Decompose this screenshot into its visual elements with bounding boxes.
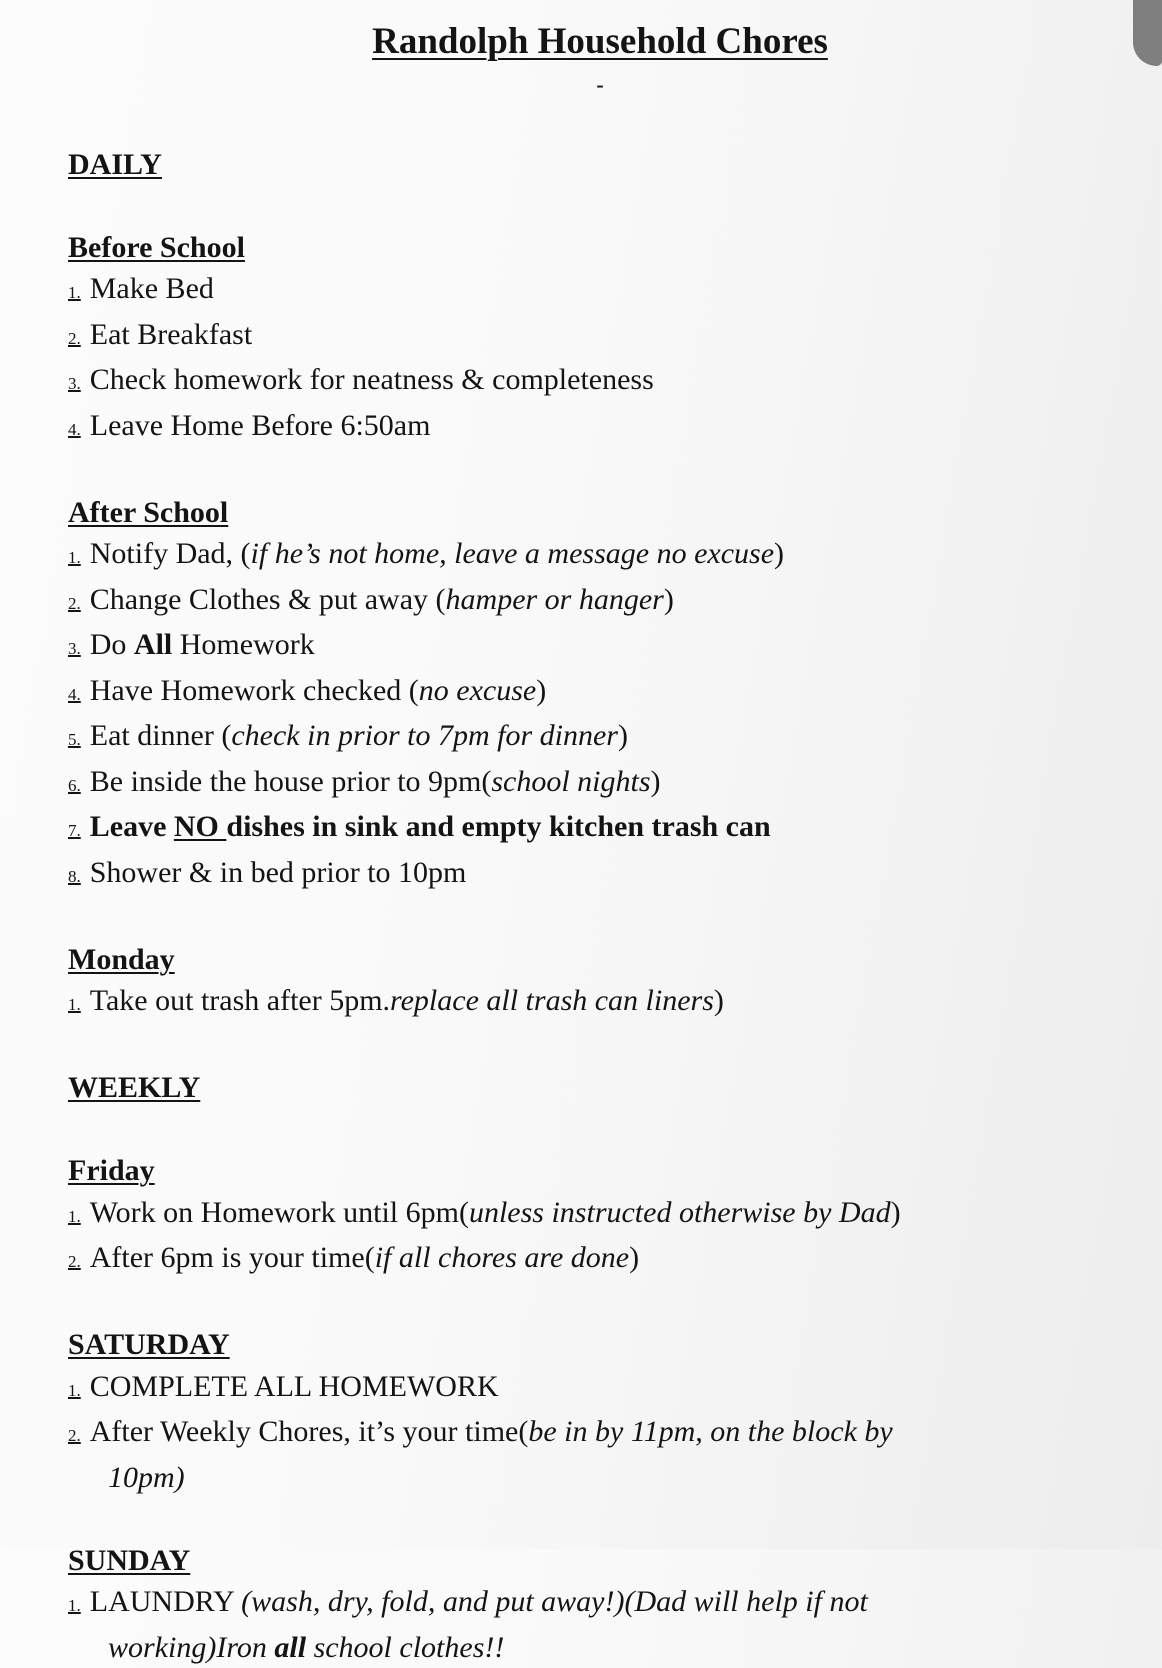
- section-heading-label: SUNDAY: [68, 1544, 190, 1577]
- chore-text-segment: Leave: [90, 810, 174, 843]
- chore-list-saturday: [68, 1366, 1132, 1499]
- section-heading-before-school: [68, 227, 1132, 269]
- chore-number: 2.: [68, 1252, 90, 1271]
- chore-text-segment: Make Bed: [90, 272, 214, 305]
- chore-text-segment: all: [274, 1631, 306, 1664]
- chore-text-segment: Have Homework checked (: [90, 674, 419, 707]
- chore-text-segment: ): [629, 1241, 639, 1274]
- chore-item: [108, 624, 1132, 670]
- chore-list-after-school: [68, 533, 1132, 897]
- chore-number: 3.: [68, 639, 90, 658]
- chore-text-segment: Check homework for neatness & completeness: [90, 363, 654, 396]
- chore-number: 1.: [68, 283, 90, 302]
- chore-text-segment: ): [664, 583, 674, 616]
- chore-text-segment: LAUNDRY: [90, 1585, 241, 1618]
- chore-item: [108, 715, 1132, 761]
- chore-text-segment: COMPLETE ALL HOMEWORK: [90, 1370, 499, 1403]
- chore-text-segment: All: [134, 628, 172, 661]
- chore-text-segment: Homework: [172, 628, 314, 661]
- chore-text-segment: ): [891, 1196, 901, 1229]
- group-heading-weekly: [68, 1067, 1132, 1109]
- chore-text-segment: Take out trash after 5pm.: [90, 984, 390, 1017]
- chore-text-segment: ): [618, 719, 628, 752]
- chore-number: 2.: [68, 594, 90, 613]
- scrollbar-thumb[interactable]: [1133, 0, 1162, 66]
- chore-text-segment: Work on Homework until 6pm(: [90, 1196, 469, 1229]
- chore-text-segment: no excuse: [419, 674, 536, 707]
- page-title-row: [68, 16, 1132, 68]
- chore-text-segment: (wash, dry, fold, and put away!)(Dad will help if not: [241, 1585, 868, 1618]
- page-title: Randolph Household Chores: [372, 21, 828, 62]
- chore-number: 2.: [68, 1426, 90, 1445]
- chore-text-segment: Do: [90, 628, 134, 661]
- chore-text-segment: dishes in sink and empty kitchen trash can: [226, 810, 770, 843]
- group-heading-label: WEEKLY: [68, 1071, 200, 1104]
- chore-number: 4.: [68, 685, 90, 704]
- section-heading-label: Friday: [68, 1154, 155, 1187]
- chore-list-monday: [68, 980, 1132, 1026]
- section-heading-label: Monday: [68, 943, 175, 976]
- chore-item: [108, 761, 1132, 807]
- section-heading-label: SATURDAY: [68, 1328, 230, 1361]
- chore-number: 6.: [68, 776, 90, 795]
- chore-item: [108, 1237, 1132, 1283]
- chore-item: [108, 1192, 1132, 1238]
- chore-number: 7.: [68, 821, 90, 840]
- chore-text-segment: ): [714, 984, 724, 1017]
- chore-text-segment: NO: [174, 810, 227, 843]
- chore-text-segment: check in prior to 7pm for dinner: [231, 719, 618, 752]
- chore-number: 3.: [68, 374, 90, 393]
- chore-text-segment: if he’s not home, leave a message no excuse: [251, 537, 774, 570]
- chore-number: 8.: [68, 867, 90, 886]
- section-heading-monday: [68, 939, 1132, 981]
- chore-text-segment: Leave Home Before 6:50am: [90, 409, 431, 442]
- chore-text-segment: Notify Dad, (: [90, 537, 251, 570]
- group-heading-label: DAILY: [68, 148, 162, 181]
- chore-text-segment: ): [536, 674, 546, 707]
- section-heading-after-school: [68, 492, 1132, 534]
- chore-text-segment: ): [774, 537, 784, 570]
- chore-number: 1.: [68, 995, 90, 1014]
- chore-text-segment: Eat Breakfast: [90, 318, 252, 351]
- chore-text-segment: Shower & in bed prior to 10pm: [90, 856, 467, 889]
- chore-item: [108, 405, 1132, 451]
- chore-text-segment: Be inside the house prior to 9pm(: [90, 765, 492, 798]
- chore-item: [108, 670, 1132, 716]
- chore-item: [108, 314, 1132, 360]
- chore-item: [108, 852, 1132, 898]
- section-heading-sunday: [68, 1540, 1132, 1582]
- chore-list-sunday: [68, 1581, 1132, 1668]
- chore-item: [108, 1581, 1132, 1668]
- section-heading-label: After School: [68, 496, 228, 529]
- chore-text-segment: school nights: [491, 765, 650, 798]
- chore-text-segment: Change Clothes & put away (: [90, 583, 446, 616]
- chore-text-segment: ): [651, 765, 661, 798]
- chore-number: 1.: [68, 1381, 90, 1400]
- section-heading-saturday: [68, 1324, 1132, 1366]
- chore-text-segment: working)Iron: [108, 1631, 274, 1664]
- chore-number: 1.: [68, 1596, 90, 1615]
- chore-text-segment: hamper or hanger: [446, 583, 664, 616]
- chore-text-segment: be in by 11pm, on the block by: [528, 1415, 892, 1448]
- chore-text-segment: replace all trash can liners: [390, 984, 714, 1017]
- chore-item: [108, 1366, 1132, 1412]
- chore-item: [108, 579, 1132, 625]
- chore-text-segment: After 6pm is your time(: [90, 1241, 375, 1274]
- chore-number: 4.: [68, 420, 90, 439]
- chore-text-segment: Eat dinner (: [90, 719, 232, 752]
- chore-list-before-school: [68, 268, 1132, 450]
- chore-text-segment: After Weekly Chores, it’s your time(: [90, 1415, 529, 1448]
- chore-text-segment: school clothes!!: [306, 1631, 504, 1664]
- document-body: [68, 144, 1132, 1668]
- group-heading-daily: [68, 144, 1132, 186]
- chore-item: [108, 806, 1132, 852]
- chore-item: [108, 268, 1132, 314]
- chore-item: [108, 533, 1132, 579]
- chore-number: 2.: [68, 329, 90, 348]
- section-heading-friday: [68, 1150, 1132, 1192]
- chore-text-segment: unless instructed otherwise by Dad: [469, 1196, 891, 1229]
- chore-list-friday: [68, 1192, 1132, 1283]
- chore-number: 1.: [68, 548, 90, 567]
- chore-item: [108, 1411, 1132, 1498]
- chore-text-segment: 10pm): [108, 1461, 185, 1494]
- title-separator: -: [68, 68, 1132, 102]
- chore-number: 1.: [68, 1207, 90, 1226]
- chore-item: [108, 980, 1132, 1026]
- chore-number: 5.: [68, 730, 90, 749]
- chore-item: [108, 359, 1132, 405]
- chore-text-segment: if all chores are done: [375, 1241, 629, 1274]
- section-heading-label: Before School: [68, 231, 245, 264]
